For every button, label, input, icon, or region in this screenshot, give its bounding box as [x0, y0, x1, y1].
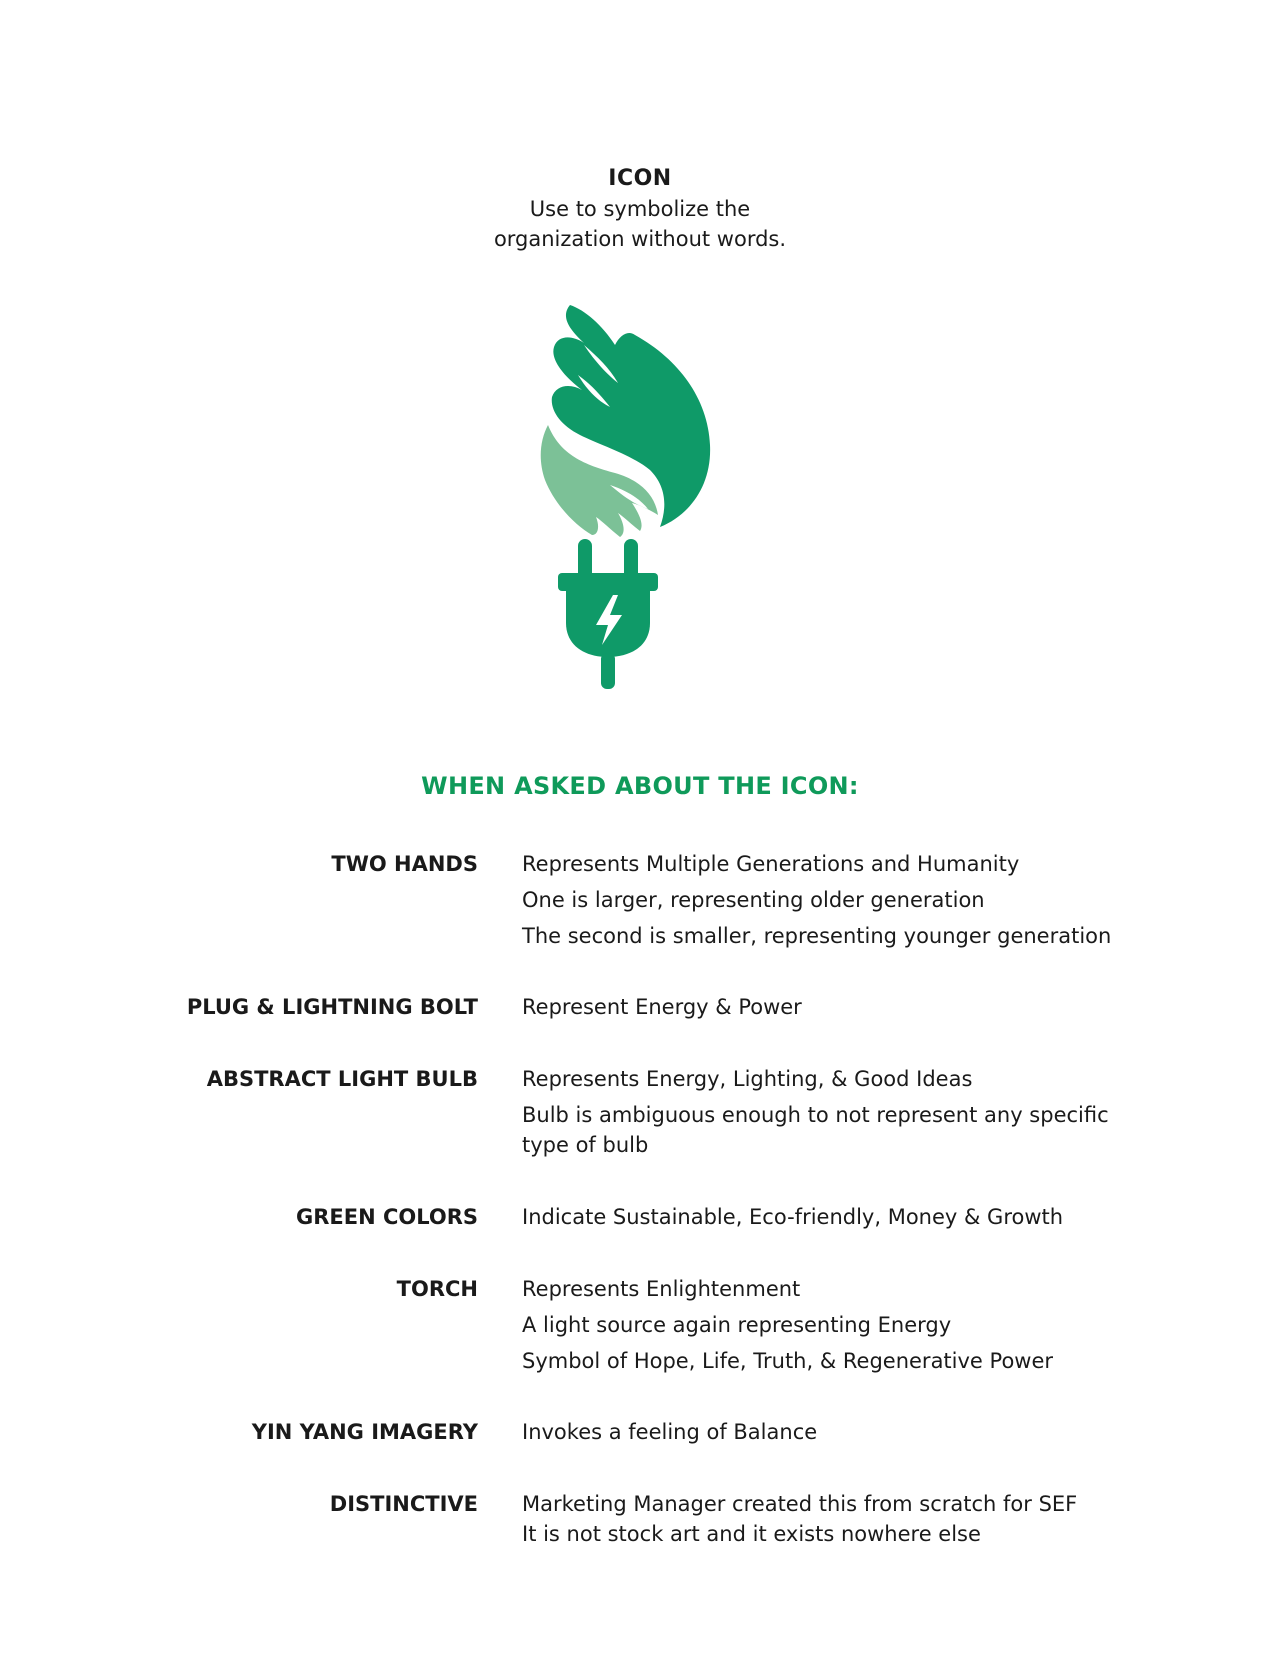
item-label: GREEN COLORS: [295, 1205, 478, 1229]
item-line: Represents Enlightenment: [522, 1277, 801, 1301]
icon-description-line-1: Use to symbolize the: [529, 197, 751, 221]
item-line: Indicate Sustainable, Eco-friendly, Money & Growth: [522, 1205, 1064, 1229]
icon-header: [0, 164, 1280, 254]
item-line: The second is smaller, representing younger generation: [522, 924, 1112, 948]
icon-description-line-2: organization without words.: [493, 227, 787, 251]
item-label: ABSTRACT LIGHT BULB: [206, 1067, 478, 1091]
item-line: It is not stock art and it exists nowhere else: [522, 1522, 981, 1546]
item-line: Bulb is ambiguous enough to not represent any specific: [522, 1103, 1109, 1127]
item-line: Represents Multiple Generations and Humanity: [522, 852, 1020, 876]
item-line: A light source again representing Energy: [522, 1313, 952, 1337]
item-line: One is larger, representing older generation: [522, 888, 985, 912]
item-description: [522, 1064, 1109, 1160]
item-line: Represents Energy, Lighting, & Good Ideas: [522, 1067, 973, 1091]
item-label: DISTINCTIVE: [329, 1492, 478, 1516]
item-description: [522, 1274, 1102, 1376]
hands-plug-lightbulb-logo: [540, 305, 740, 715]
item-label: TORCH: [396, 1277, 478, 1301]
icon-title: ICON: [608, 166, 672, 191]
item-line: type of bulb: [522, 1133, 649, 1157]
section-heading: WHEN ASKED ABOUT THE ICON:: [421, 772, 859, 800]
item-description: [522, 849, 1112, 951]
item-line: Symbol of Hope, Life, Truth, & Regenerative Power: [522, 1349, 1054, 1373]
item-description: [522, 1202, 1102, 1232]
item-label: PLUG & LIGHTNING BOLT: [186, 995, 478, 1019]
item-label: TWO HANDS: [331, 852, 478, 876]
item-description: [522, 992, 1102, 1022]
item-description: [522, 1489, 1102, 1549]
item-line: Invokes a feeling of Balance: [522, 1420, 818, 1444]
item-label: YIN YANG IMAGERY: [251, 1420, 478, 1444]
item-line: Represent Energy & Power: [522, 995, 802, 1019]
item-description: [522, 1417, 1102, 1447]
item-line: Marketing Manager created this from scratch for SEF: [522, 1492, 1078, 1516]
